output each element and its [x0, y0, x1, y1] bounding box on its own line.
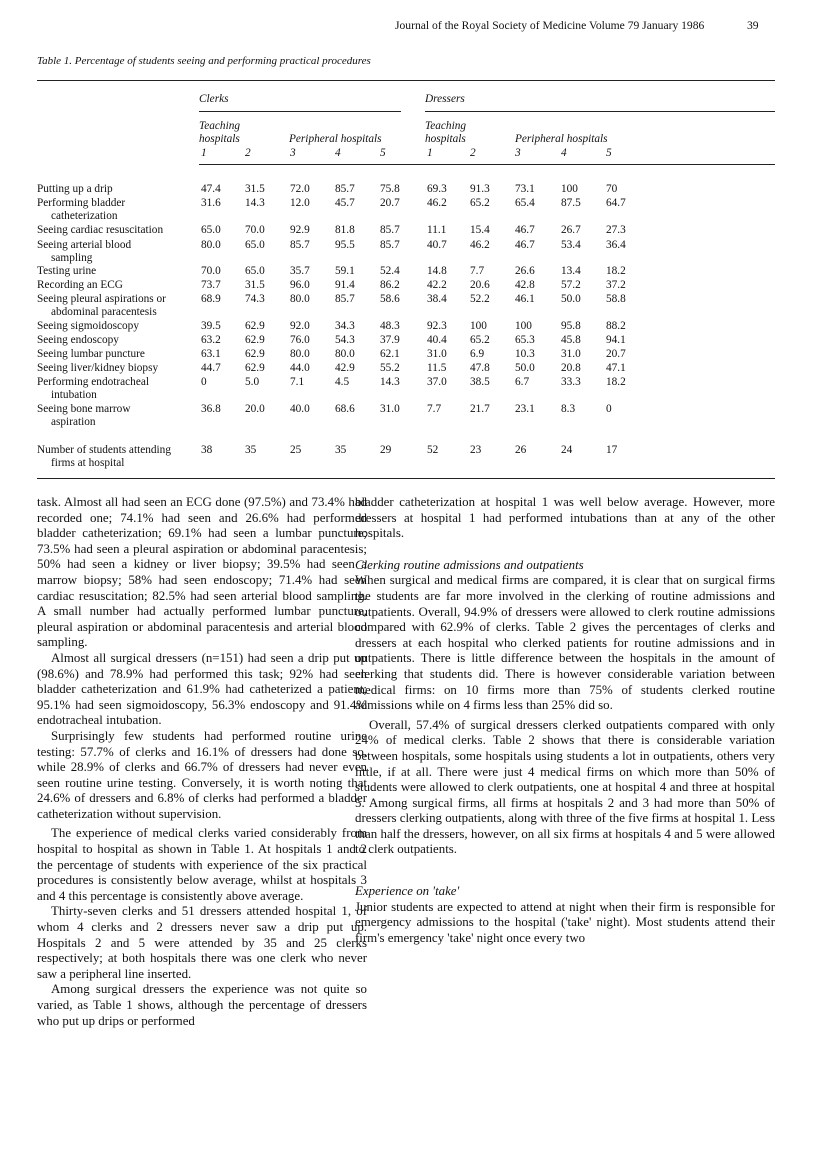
table-cell: 37.2: [606, 279, 626, 291]
table-cell: 36.4: [606, 239, 626, 251]
table-cell: 91.3: [470, 183, 490, 195]
table-cell: 40.0: [290, 403, 310, 415]
dressers-teaching-header-1: Teaching: [425, 120, 467, 132]
table-cell: 15.4: [470, 224, 490, 236]
clerks-teaching-header-1: Teaching: [199, 120, 241, 132]
table-cell: 33.3: [561, 376, 581, 388]
table-cell: 6.9: [470, 348, 485, 360]
paragraph: Among surgical dressers the experience was not quite so varied, as Table 1 shows, although the percentage of dressers who put up drips or performed: [37, 982, 367, 1028]
table-cell: 96.0: [290, 279, 310, 291]
left-text-column: [37, 495, 367, 1029]
table-cell: 27.3: [606, 224, 626, 236]
hospital-number: 3: [515, 147, 521, 159]
hospital-number: 1: [201, 147, 207, 159]
table-cell: 95.8: [561, 320, 581, 332]
table-cell: 63.2: [201, 334, 221, 346]
table-cell: 57.2: [561, 279, 581, 291]
table-top-rule: [37, 80, 775, 81]
table-cell: 58.6: [380, 293, 400, 305]
hospital-number: 5: [380, 147, 386, 159]
table-cell: 72.0: [290, 183, 310, 195]
section-heading: Clerking routine admissions and outpatients: [355, 557, 584, 572]
table-cell: 92.9: [290, 224, 310, 236]
table-cell: 62.1: [380, 348, 400, 360]
table-cell: 85.7: [335, 293, 355, 305]
table-cell: 46.1: [515, 293, 535, 305]
table-bottom-rule: [37, 478, 775, 479]
row-label-line: Seeing endoscopy: [37, 334, 119, 346]
clerks-group-rule: [199, 111, 401, 112]
row-label-line: sampling: [51, 251, 93, 264]
table-cell: 23: [470, 444, 482, 456]
row-label-line: Performing bladder: [37, 197, 126, 209]
table-cell: 52: [427, 444, 439, 456]
table-cell: 23.1: [515, 403, 535, 415]
dressers-teaching-header-2: hospitals: [425, 133, 466, 145]
table-cell: 48.3: [380, 320, 400, 332]
hospital-number: 1: [427, 147, 433, 159]
table-cell: 54.3: [335, 334, 355, 346]
table-cell: 42.9: [335, 362, 355, 374]
table-cell: 35: [245, 444, 257, 456]
table-cell: 26.7: [561, 224, 581, 236]
table-cell: 34.3: [335, 320, 355, 332]
table-cell: 70.0: [245, 224, 265, 236]
table-cell: 81.8: [335, 224, 355, 236]
table-cell: 94.1: [606, 334, 626, 346]
table-cell: 20.8: [561, 362, 581, 374]
row-label: [37, 334, 119, 347]
hospital-number: 2: [245, 147, 251, 159]
row-label-line: aspiration: [51, 415, 96, 428]
table-cell: 46.2: [427, 197, 447, 209]
table-cell: 4.5: [335, 376, 350, 388]
table-cell: 80.0: [290, 293, 310, 305]
table-cell: 92.3: [427, 320, 447, 332]
table-cell: 31.5: [245, 183, 265, 195]
table-cell: 11.1: [427, 224, 447, 236]
table-cell: 14.8: [427, 265, 447, 277]
paragraph: Almost all surgical dressers (n=151) had seen a drip put up (98.6%) and 78.9% had performed this task; 92% had seen bladder catheterization and 61.9% had catheterized a patient; 95.1% had seen sigmoidoscopy, 56.3% endoscopy and 91.4% endotracheal intubation.: [37, 650, 367, 728]
table-cell: 65.0: [245, 239, 265, 251]
paragraph: Thirty-seven clerks and 51 dressers attended hospital 1, of whom 4 clerks and 2 dressers never saw a drip put up. Hospitals 2 and 5 were attended by 35 and 25 clerks respectively; at both hospitals there was one clerk who never saw a peripheral line inserted.: [37, 904, 367, 981]
table-cell: 73.1: [515, 183, 535, 195]
hospital-number: 4: [335, 147, 341, 159]
paragraph: bladder catheterization at hospital 1 was well below average. However, more dressers at hospital 1 had performed intubations than at any of the other hospitals.: [355, 495, 775, 541]
table-cell: 20.6: [470, 279, 490, 291]
table-cell: 35: [335, 444, 347, 456]
header-bottom-rule: [199, 164, 775, 165]
table-cell: 6.7: [515, 376, 530, 388]
row-label-line: intubation: [51, 388, 97, 401]
table-cell: 7.7: [470, 265, 485, 277]
row-label: [37, 362, 158, 375]
table-cell: 88.2: [606, 320, 626, 332]
table-cell: 62.9: [245, 320, 265, 332]
table-cell: 42.8: [515, 279, 535, 291]
clerks-group-header: Clerks: [199, 93, 229, 105]
row-label-line: Seeing sigmoidoscopy: [37, 320, 139, 332]
row-label-line: Putting up a drip: [37, 183, 113, 195]
paragraph: Surprisingly few students had performed routine urine testing: 57.7% of clerks and 16.1% of dressers had done so, while 28.9% of clerks and 66.7% of dressers had never even seen routine urine testing. Conversely, it is worth noting that 24.6% of dressers and 6.8% of clerks had performed a bladder catheterization without supervision.: [37, 728, 367, 821]
table-cell: 21.7: [470, 403, 490, 415]
table-cell: 20.7: [380, 197, 400, 209]
row-label: [37, 403, 131, 428]
table-cell: 47.4: [201, 183, 221, 195]
row-label: [37, 279, 123, 292]
table-cell: 86.2: [380, 279, 400, 291]
table-cell: 87.5: [561, 197, 581, 209]
table-cell: 52.4: [380, 265, 400, 277]
page-number: 39: [747, 19, 759, 32]
table-cell: 31.5: [245, 279, 265, 291]
table-cell: 58.8: [606, 293, 626, 305]
table-cell: 65.0: [201, 224, 221, 236]
table-cell: 25: [290, 444, 302, 456]
table-cell: 65.2: [470, 197, 490, 209]
table-cell: 40.4: [427, 334, 447, 346]
row-label-line: Number of students attending: [37, 444, 171, 456]
table-cell: 7.1: [290, 376, 305, 388]
table-cell: 91.4: [335, 279, 355, 291]
journal-citation: Journal of the Royal Society of Medicine Volume 79 January 1986: [395, 19, 705, 32]
row-label-line: Seeing bone marrow: [37, 403, 131, 415]
dressers-group-rule: [425, 111, 775, 112]
clerks-teaching-header-2: hospitals: [199, 133, 240, 145]
table-cell: 7.7: [427, 403, 442, 415]
table-cell: 46.2: [470, 239, 490, 251]
hospital-number: 5: [606, 147, 612, 159]
table-cell: 69.3: [427, 183, 447, 195]
table-cell: 35.7: [290, 265, 310, 277]
row-label-line: Seeing pleural aspirations or: [37, 293, 166, 305]
table-cell: 17: [606, 444, 618, 456]
table-cell: 74.3: [245, 293, 265, 305]
row-label: [37, 348, 145, 361]
table-cell: 13.4: [561, 265, 581, 277]
table-cell: 42.2: [427, 279, 447, 291]
dressers-peripheral-header: Peripheral hospitals: [515, 133, 608, 145]
row-label-line: firms at hospital: [51, 456, 125, 469]
row-label-line: Performing endotracheal: [37, 376, 149, 388]
table-cell: 73.7: [201, 279, 221, 291]
table-cell: 80.0: [201, 239, 221, 251]
table-cell: 5.0: [245, 376, 260, 388]
row-label-line: Testing urine: [37, 265, 97, 277]
table-cell: 18.2: [606, 265, 626, 277]
table-cell: 68.6: [335, 403, 355, 415]
paragraph: Junior students are expected to attend at night when their firm is responsible for emergency admissions to the hospital ('take' night). Most students attend their firm's emergency 'take' night once every two: [355, 899, 775, 945]
table-cell: 14.3: [380, 376, 400, 388]
table-cell: 11.5: [427, 362, 447, 374]
table-cell: 10.3: [515, 348, 535, 360]
table-cell: 53.4: [561, 239, 581, 251]
table-cell: 0: [606, 403, 612, 415]
table-cell: 44.0: [290, 362, 310, 374]
paragraph: When surgical and medical firms are compared, it is clear that on surgical firms the students are far more involved in the clerking of routine admissions and outpatients. Overall, 94.9% of dressers were allowed to clerk routine admissions compared with 62.9% of clerks. Table 2 gives the percentages of clerks and dressers at each hospital who clerked patients for routine admissions and in outpatients. There is little difference between the hospitals in the amount of clerking that students did. There is however considerable variation between medical firms: on 10 firms more than 75% of students clerked routine admissions while on 4 firms less than 25% did so.: [355, 573, 775, 713]
table-cell: 31.6: [201, 197, 221, 209]
section-heading: Experience on 'take': [355, 884, 460, 899]
table-cell: 100: [470, 320, 487, 332]
row-label-line: Seeing lumbar puncture: [37, 348, 145, 360]
row-label-line: Seeing liver/kidney biopsy: [37, 362, 159, 374]
table-cell: 38.4: [427, 293, 447, 305]
row-label: [37, 197, 125, 222]
row-label: [37, 183, 113, 196]
table-cell: 29: [380, 444, 392, 456]
table-caption: Table 1. Percentage of students seeing and performing practical procedures: [37, 55, 371, 67]
table-cell: 12.0: [290, 197, 310, 209]
table-cell: 14.3: [245, 197, 265, 209]
table-cell: 47.1: [606, 362, 626, 374]
table-cell: 100: [515, 320, 532, 332]
table-cell: 45.8: [561, 334, 581, 346]
hospital-number: 4: [561, 147, 567, 159]
table-cell: 70: [606, 183, 618, 195]
hospital-number: 2: [470, 147, 476, 159]
table-cell: 36.8: [201, 403, 221, 415]
table-cell: 63.1: [201, 348, 221, 360]
table-cell: 31.0: [427, 348, 447, 360]
table-cell: 26: [515, 444, 527, 456]
row-label-line: Recording an ECG: [37, 279, 123, 291]
table-cell: 39.5: [201, 320, 221, 332]
table-cell: 46.7: [515, 239, 535, 251]
table-cell: 65.2: [470, 334, 490, 346]
table-cell: 18.2: [606, 376, 626, 388]
running-head: [395, 19, 770, 32]
table-cell: 95.5: [335, 239, 355, 251]
dressers-group-header: Dressers: [425, 93, 465, 105]
table-cell: 31.0: [380, 403, 400, 415]
paragraph: Overall, 57.4% of surgical dressers clerked outpatients compared with only 24% of medical clerks. Table 2 shows that there is considerable variation between hospitals, some hospitals using students a lot in outpatients, others very little, if at all. There were just 4 medical firms on which more than 50% of students were allowed to clerk outpatients, one at hospital 4 and three at hospital 5. Among surgical firms, all firms at hospitals 2 and 3 had more than 50% of dressers clerking outpatients, along with three of the five firms at hospital 1. Less than half the dressers, however, on all six firms at hospitals 4 and 5 were allowed to clerk outpatients.: [355, 717, 775, 857]
row-label: [37, 224, 163, 237]
paragraph: The experience of medical clerks varied considerably from hospital to hospital as shown in Table 1. At hospitals 1 and 2 the percentage of students with experience of the six practical procedures is consistently below average, whilst at hospitals 3 and 4 this percentage is consistently above average.: [37, 826, 367, 903]
row-label: [37, 265, 96, 278]
row-label: [37, 376, 149, 401]
table-cell: 38: [201, 444, 213, 456]
row-label-line: Seeing arterial blood: [37, 239, 132, 251]
table-cell: 50.0: [561, 293, 581, 305]
table-cell: 20.0: [245, 403, 265, 415]
table-cell: 40.7: [427, 239, 447, 251]
table-cell: 55.2: [380, 362, 400, 374]
row-label: [37, 444, 171, 469]
table-cell: 85.7: [335, 183, 355, 195]
table-cell: 62.9: [245, 348, 265, 360]
table-cell: 31.0: [561, 348, 581, 360]
table-cell: 0: [201, 376, 207, 388]
table-cell: 85.7: [380, 239, 400, 251]
paragraph: task. Almost all had seen an ECG done (97.5%) and 73.4% had recorded one; 74.1% had seen and 26.6% had performed bladder catheterization; 69.1% had seen a lumbar puncture; 73.5% had seen a pleural aspiration or abdominal paracentesis; 50% had seen a kidney or liver biopsy; 39.5% had seen a marrow biopsy; 58% had seen endoscopy; 71.4% had seen cardiac resuscitation; 82.5% had seen arterial blood sampling. A small number had actually performed lumbar puncture, pleural aspiration or abdominal paracentesis and arterial blood sampling.: [37, 495, 367, 650]
table-cell: 52.2: [470, 293, 490, 305]
table-cell: 80.0: [335, 348, 355, 360]
hospital-number: 3: [290, 147, 296, 159]
table-cell: 75.8: [380, 183, 400, 195]
table-cell: 24: [561, 444, 573, 456]
table-cell: 65.4: [515, 197, 535, 209]
table-cell: 45.7: [335, 197, 355, 209]
table-cell: 44.7: [201, 362, 221, 374]
row-label: [37, 293, 166, 318]
table-cell: 76.0: [290, 334, 310, 346]
table-cell: 85.7: [290, 239, 310, 251]
table-cell: 64.7: [606, 197, 626, 209]
table-cell: 50.0: [515, 362, 535, 374]
right-text-column: [355, 495, 775, 946]
table-cell: 65.0: [245, 265, 265, 277]
row-label-line: Seeing cardiac resuscitation: [37, 224, 164, 236]
table-cell: 59.1: [335, 265, 355, 277]
table-cell: 47.8: [470, 362, 490, 374]
table-cell: 85.7: [380, 224, 400, 236]
table-cell: 70.0: [201, 265, 221, 277]
table-cell: 100: [561, 183, 578, 195]
row-label: [37, 239, 131, 264]
clerks-peripheral-header: Peripheral hospitals: [289, 133, 382, 145]
table-cell: 20.7: [606, 348, 626, 360]
table-cell: 37.9: [380, 334, 400, 346]
table-cell: 65.3: [515, 334, 535, 346]
row-label: [37, 320, 139, 333]
table-cell: 62.9: [245, 334, 265, 346]
table-cell: 62.9: [245, 362, 265, 374]
table-cell: 80.0: [290, 348, 310, 360]
table-cell: 8.3: [561, 403, 576, 415]
table-cell: 37.0: [427, 376, 447, 388]
table-cell: 92.0: [290, 320, 310, 332]
table-cell: 26.6: [515, 265, 535, 277]
row-label-line: catheterization: [51, 209, 118, 222]
table-cell: 46.7: [515, 224, 535, 236]
table-cell: 38.5: [470, 376, 490, 388]
table-cell: 68.9: [201, 293, 221, 305]
row-label-line: abdominal paracentesis: [51, 305, 157, 318]
